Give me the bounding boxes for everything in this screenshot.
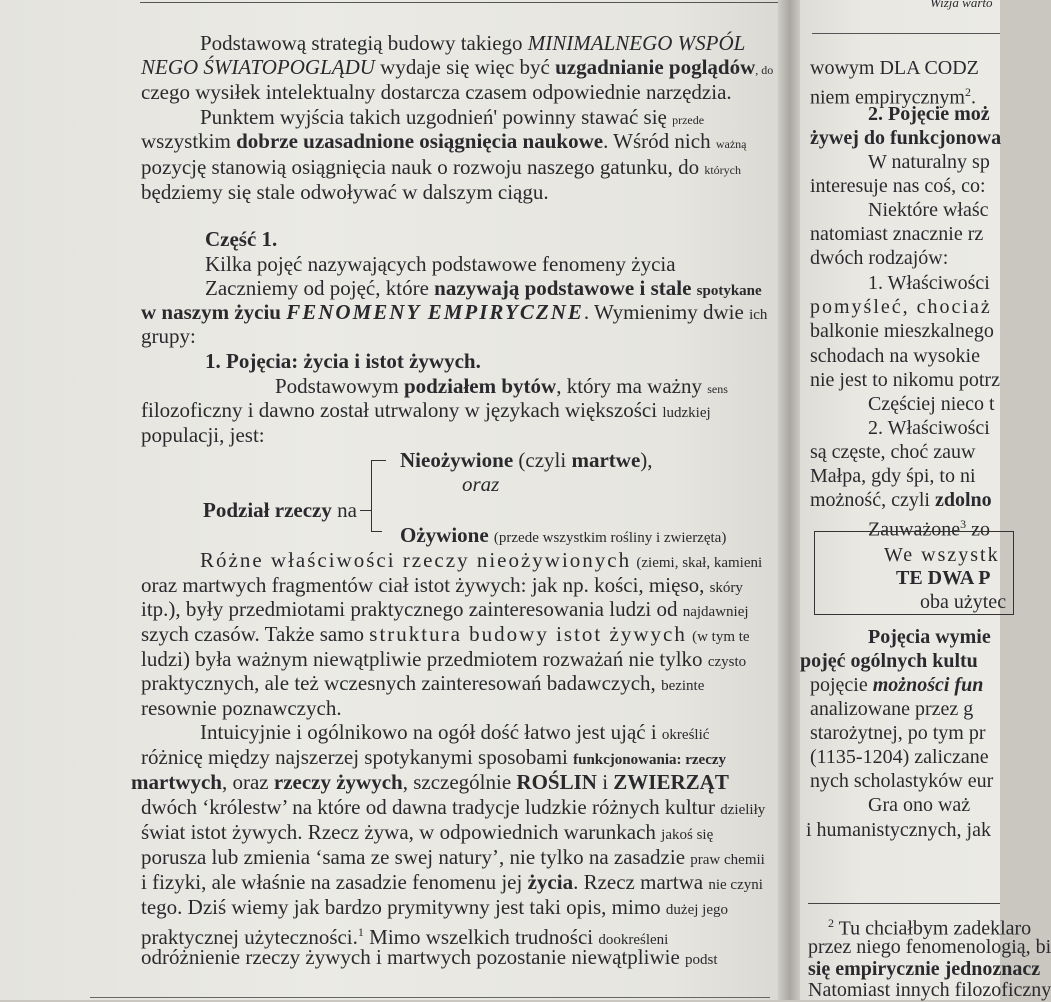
text-line: natomiast znacznie rz bbox=[810, 223, 984, 245]
text-line: grupy: bbox=[141, 324, 196, 348]
text-line: martwych, oraz rzeczy żywych, szczególnie ROŚLIN i ZWIERZĄT bbox=[131, 770, 729, 794]
text-line: pomyśleć, chociaż bbox=[810, 296, 992, 318]
bottom-rule bbox=[90, 997, 770, 998]
text-line: Zaczniemy od pojęć, które nazywają podstawowe i stale spotykane bbox=[205, 276, 762, 300]
text-line: i fizyki, ale właśnie na zasadzie fenomenu jej życia. Rzecz martwa nie czyni bbox=[141, 870, 763, 894]
text-line: nych scholastyków eur bbox=[810, 770, 994, 792]
subsection-heading: 2. Pojęcie moż bbox=[868, 103, 990, 125]
division-brace-tick bbox=[360, 510, 372, 511]
text-line: Różne właściwości rzeczy nieożywionych (ziemi, skał, kamieni bbox=[200, 548, 763, 572]
text-line: schodach na wysokie bbox=[810, 345, 980, 367]
text-line: różnicę między najszerzej spotykanymi sposobami funkcjonowania: rzeczy bbox=[141, 745, 727, 769]
footnote-line: przez niego fenomenologią, bi bbox=[808, 936, 1051, 958]
text-line: w naszym życiu FENOMENY EMPIRYCZNE. Wymienimy dwie ich bbox=[141, 300, 768, 324]
text-line: interesuje nas coś, co: bbox=[810, 175, 986, 197]
text-line: niem empirycznym$^2$. bbox=[810, 85, 976, 109]
text-line: nie jest to nikomu potrz bbox=[810, 369, 1000, 391]
box-line: TE DWA P bbox=[896, 567, 991, 589]
text-line: szych czasów. Także samo struktura budowy istot żywych (w tym te bbox=[141, 622, 750, 646]
text-line: 2. Właściwości bbox=[868, 417, 990, 439]
footnote-line: się empirycznie jednoznacz bbox=[808, 958, 1041, 980]
text-line: NEGO ŚWIATOPOGLĄDU wydaje się więc być uzgadnianie poglądów, do bbox=[141, 55, 774, 79]
text-line: Punktem wyjścia takich uzgodnień' powinny stawać się przede bbox=[200, 105, 705, 129]
text-line: dwóch rodzajów: bbox=[810, 247, 949, 269]
box-line: oba użytec bbox=[920, 591, 1007, 613]
text-line: będziemy się stale odwoływać w dalszym ciągu. bbox=[141, 180, 549, 204]
text-line: balkonie mieszkalnego bbox=[810, 320, 994, 342]
box-line: We wszystk bbox=[884, 544, 1000, 566]
text-line: pojęć ogólnych kultu bbox=[800, 650, 978, 672]
text-line: Podstawową strategią budowy takiego MINIMALNEGO WSPÓL bbox=[200, 31, 746, 55]
text-line: W naturalny sp bbox=[868, 151, 990, 173]
text-line: Niektóre właśc bbox=[868, 199, 989, 221]
footnote-rule bbox=[808, 903, 1000, 904]
text-line: Intuicyjnie i ogólnikowo na ogół dość łatwo jest ująć i określić bbox=[200, 720, 710, 744]
text-line: żywej do funkcjonowa bbox=[810, 127, 1002, 149]
text-line: pojęcie możności fun bbox=[810, 674, 984, 696]
footnote-line: Natomiast innych filozoficzny bbox=[808, 979, 1051, 1001]
text-line: resownie poznawczych. bbox=[141, 696, 342, 720]
text-line: i humanistycznych, jak bbox=[806, 819, 991, 841]
footnote-ref[interactable]: 1 bbox=[357, 925, 364, 939]
footnote-line: $^2$ Tu chciałbym zadeklaro bbox=[828, 916, 1032, 940]
text-line: tego. Dziś wiemy jak bardzo prymitywny jest taki opis, mimo dużej jego bbox=[141, 895, 728, 919]
text-line: są częste, choć zauw bbox=[810, 441, 976, 463]
text-line: pozycję stanowią osiągnięcia nauk o rozwoju naszego gatunku, do których bbox=[141, 155, 741, 179]
text-line: Zauważone$^3$ zo bbox=[868, 517, 991, 541]
division-label: Podział rzeczy na bbox=[203, 498, 357, 522]
text-line: (1135-1204) zaliczane bbox=[810, 746, 989, 768]
text-line: 1. Właściwości bbox=[868, 272, 990, 294]
text-line: filozoficzny i dawno został utrwalony w językach większości ludzkiej bbox=[141, 398, 711, 422]
text-line: Pojęcia wymie bbox=[868, 626, 991, 648]
text-line: wowym DLA CODZ bbox=[810, 57, 979, 79]
text-line: możność, czyli zdolno bbox=[810, 489, 992, 511]
text-line: dwóch ‘królestw’ na które od dawna tradycje ludzkie różnych kultur dzieliły bbox=[141, 795, 766, 819]
text-line: praktycznej użyteczności.$^1$ Mimo wszelkich trudności dookreśleni bbox=[141, 925, 669, 949]
text-line: Gra ono waż bbox=[868, 794, 971, 816]
text-line: wszystkim dobrze uzasadnione osiągnięcia naukowe. Wśród nich ważną bbox=[141, 129, 747, 153]
text-line: itp.), były przedmiotami praktycznego zainteresowania ludzi od najdawniej bbox=[141, 597, 749, 621]
subsection-heading: 1. Pojęcia: życia i istot żywych. bbox=[205, 349, 481, 373]
text-line: populacji, jest: bbox=[141, 423, 265, 447]
branch-connector: oraz bbox=[462, 472, 500, 496]
text-line: starożytnej, po tym pr bbox=[810, 722, 986, 744]
section-heading: Część 1. bbox=[205, 227, 278, 251]
text-line: porusza lub zmienia ‘sama ze swej natury’, nie tylko na zasadzie praw chemii bbox=[141, 845, 765, 869]
branch-inanimate: Nieożywione (czyli martwe), bbox=[400, 448, 653, 472]
text-line: Małpa, gdy śpi, to ni bbox=[810, 465, 976, 487]
text-line: analizowane przez g bbox=[810, 698, 974, 720]
text-line: czego wysiłek intelektualny dostarcza czasem odpowiednie narzędzia. bbox=[141, 80, 732, 104]
top-rule bbox=[140, 2, 780, 3]
branch-animate: Ożywione (przede wszystkim rośliny i zwierzęta) bbox=[400, 523, 727, 547]
section-subtitle: Kilka pojęć nazywających podstawowe fenomeny życia bbox=[205, 252, 676, 276]
text-line: Podstawowym podziałem bytów, który ma ważny sens bbox=[275, 374, 728, 398]
text-line: praktycznych, ale też wczesnych zainteresowań badawczych, bezinte bbox=[141, 671, 705, 695]
text-line: ludzi) była ważnym niewątpliwie przedmiotem rozważań nie tylko czysto bbox=[141, 647, 747, 671]
top-rule-right bbox=[812, 33, 1000, 34]
text-line: Częściej nieco t bbox=[868, 393, 995, 415]
running-head: Wizja warto bbox=[930, 0, 993, 10]
division-brace bbox=[371, 460, 386, 532]
text-line: odróżnienie rzeczy żywych i martwych pozostanie niewątpliwie podst bbox=[141, 945, 718, 969]
text-line: świat istot żywych. Rzecz żywa, w odpowiednich warunkach jakoś się bbox=[141, 820, 714, 844]
text-line: oraz martwych fragmentów ciał istot żywych: jak np. kości, mięso, skóry bbox=[141, 573, 743, 597]
